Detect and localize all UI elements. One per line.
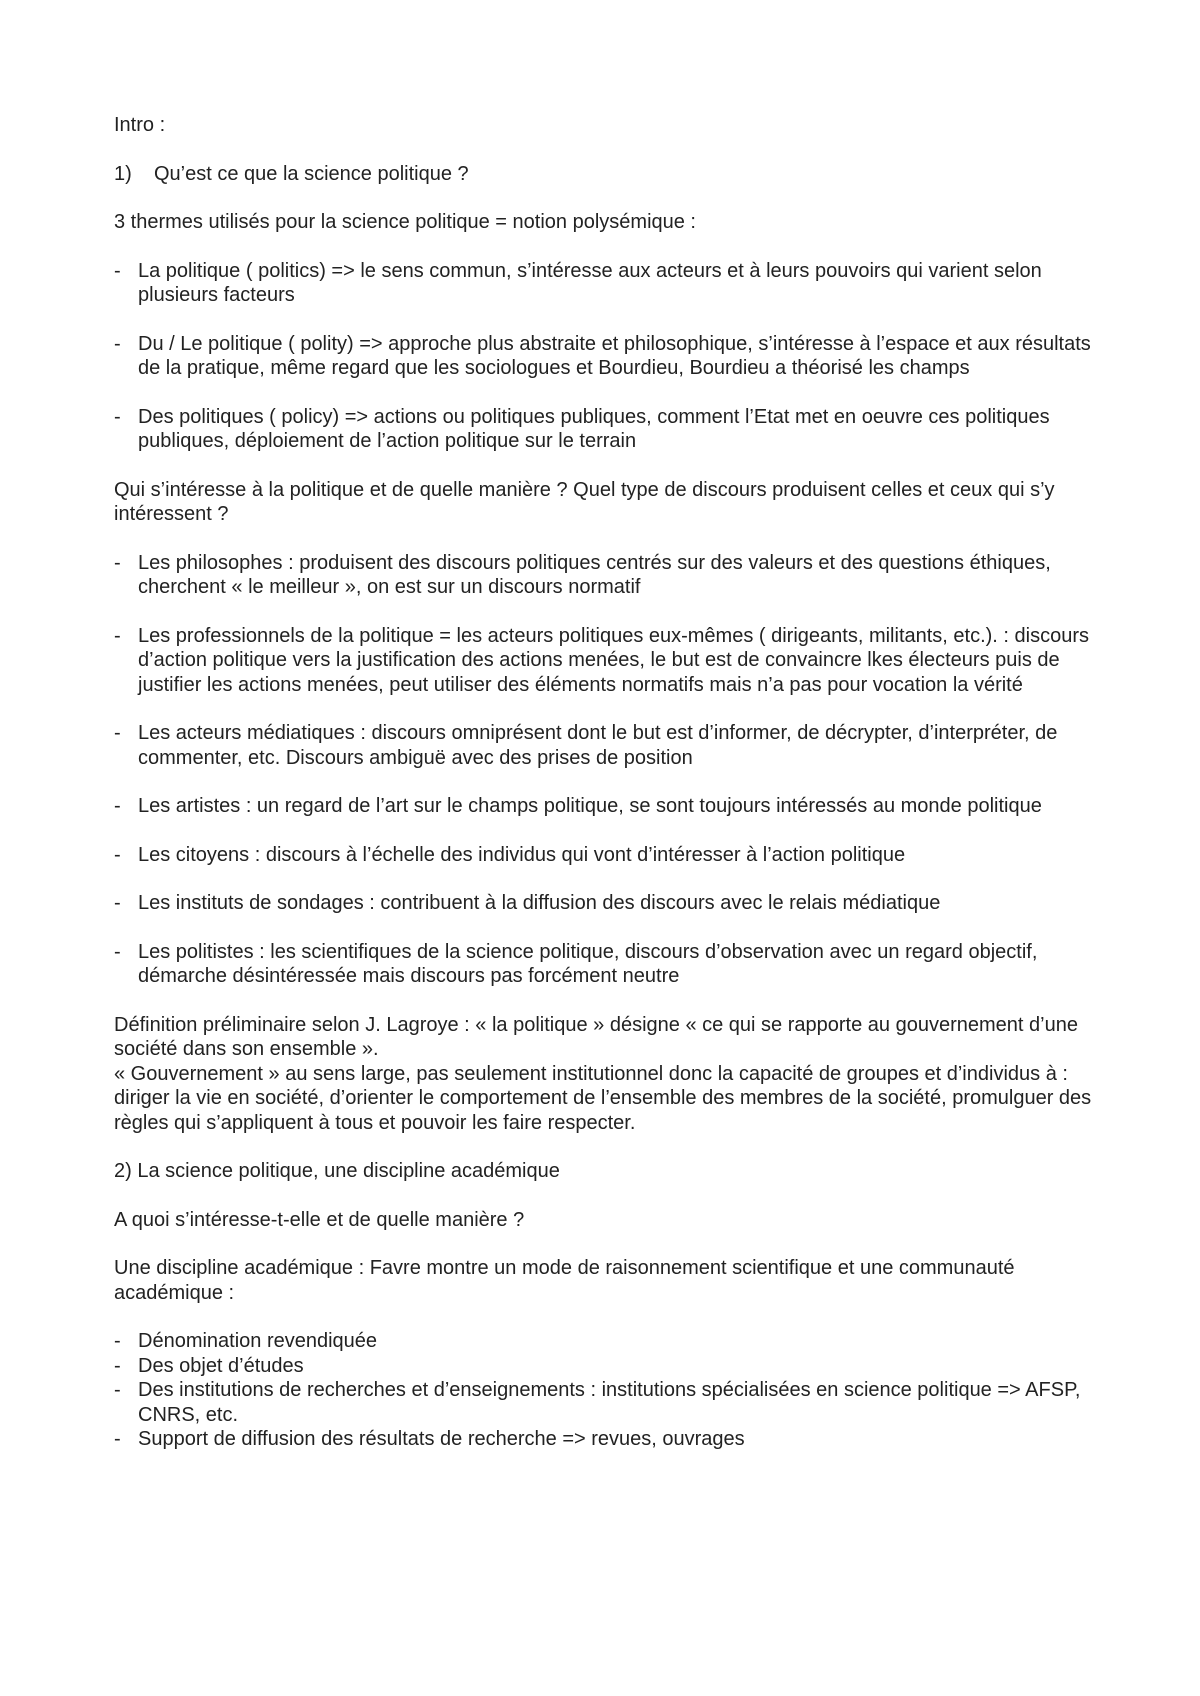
list-item-text: La politique ( politics) => le sens commun, s’intéresse aux acteurs et à leurs pouvoirs qui varient selon plusieurs facteurs xyxy=(138,259,1042,306)
who-paragraph: Qui s’intéresse à la politique et de quelle manière ? Quel type de discours produisent celles et ceux qui s’y intéressent ? xyxy=(114,478,1055,525)
list-item xyxy=(114,624,1104,698)
list-item xyxy=(114,843,1104,868)
list-item-text: Des politiques ( policy) => actions ou politiques publiques, comment l’Etat met en oeuvre ces politiques publiques, déploiement de l’action politique sur le terrain xyxy=(138,405,1050,452)
dash-marker: - xyxy=(114,795,121,817)
intro-heading: Intro : xyxy=(114,114,166,136)
criteria-list xyxy=(114,1329,1104,1452)
list-item-text: Support de diffusion des résultats de recherche => revues, ouvrages xyxy=(138,1428,745,1450)
list-item xyxy=(114,405,1104,454)
list-item-text: Du / Le politique ( polity) => approche plus abstraite et philosophique, s’intéresse à l’espace et aux résultats de la pratique, même regard que les sociologues et Bourdieu, Bourdieu a théorisé les champs xyxy=(138,332,1091,379)
list-item-text: Les politistes : les scientifiques de la science politique, discours d’observation avec un regard objectif, démarche désintéressée mais discours pas forcément neutre xyxy=(138,940,1038,987)
dash-marker: - xyxy=(114,843,121,866)
question-2: A quoi s’intéresse-t-elle et de quelle manière ? xyxy=(114,1208,525,1231)
question-1 xyxy=(114,162,1104,187)
dash-marker: - xyxy=(114,892,121,914)
list-item xyxy=(114,259,1104,308)
dash-marker: - xyxy=(114,940,121,963)
definition-line-2: « Gouvernement » au sens large, pas seulement institutionnel donc la capacité de groupes et d’individus à : diriger la vie en société, d’orienter le comportement de l’ensemble des membres de la société, promulguer des règles qui s’appliquent à tous et pouvoir les faire respecter. xyxy=(114,1062,1092,1134)
list-item xyxy=(114,1329,1104,1354)
dash-marker: - xyxy=(114,1330,121,1352)
list-item-text: Des objet d’études xyxy=(138,1354,304,1377)
list-item-text: Les citoyens : discours à l’échelle des individus qui vont d’intéresser à l’action politique xyxy=(138,843,906,866)
list-item-text: Les artistes : un regard de l’art sur le champs politique, se sont toujours intéressés au monde politique xyxy=(138,795,1042,817)
list-item xyxy=(114,551,1104,600)
list-item-text: Les philosophes : produisent des discours politiques centrés sur des valeurs et des questions éthiques, cherchent « le meilleur », on est sur un discours normatif xyxy=(138,551,1051,598)
list-item-text: Les instituts de sondages : contribuent à la diffusion des discours avec le relais médiatique xyxy=(138,892,941,914)
dash-marker: - xyxy=(114,722,121,744)
dash-marker: - xyxy=(114,1428,121,1450)
list-item xyxy=(114,1354,1104,1379)
dash-marker: - xyxy=(114,332,121,355)
list-item xyxy=(114,721,1104,770)
list-item xyxy=(114,891,1104,916)
question-1-text: Qu’est ce que la science politique ? xyxy=(154,162,469,185)
terms-paragraph: 3 thermes utilisés pour la science politique = notion polysémique : xyxy=(114,211,696,233)
dash-marker: - xyxy=(114,1354,121,1377)
terms-list xyxy=(114,259,1104,454)
list-item xyxy=(114,1427,1104,1452)
list-item xyxy=(114,940,1104,989)
list-item xyxy=(114,332,1104,381)
dash-marker: - xyxy=(114,405,121,428)
question-1-number: 1) xyxy=(114,162,132,185)
dash-marker: - xyxy=(114,624,121,647)
list-item-text: Des institutions de recherches et d’enseignements : institutions spécialisées en science politique => AFSP, CNRS, etc. xyxy=(138,1379,1081,1426)
definition-block xyxy=(114,1013,1104,1136)
list-item xyxy=(114,1378,1104,1427)
dash-marker: - xyxy=(114,551,121,574)
definition-line-1: Définition préliminaire selon J. Lagroye : « la politique » désigne « ce qui se rapporte au gouvernement d’une société dans son ensemble ». xyxy=(114,1013,1078,1060)
list-item-text: Dénomination revendiquée xyxy=(138,1330,378,1352)
list-item xyxy=(114,794,1104,819)
dash-marker: - xyxy=(114,1379,121,1401)
list-item-text: Les professionnels de la politique = les acteurs politiques eux-mêmes ( dirigeants, militants, etc.). : discours d’action politique vers la justification des actions menées, le but est de convaincre lkes électeurs puis de justifier les actions menées, peut utiliser des éléments normatifs mais n’a pas pour vocation la vérité xyxy=(138,624,1090,696)
document-body xyxy=(114,113,1104,1452)
list-item-text: Les acteurs médiatiques : discours omniprésent dont le but est d’informer, de décrypter, d’interpréter, de commenter, etc. Discours ambiguë avec des prises de position xyxy=(138,722,1058,769)
discipline-paragraph: Une discipline académique : Favre montre un mode de raisonnement scientifique et une communauté académique : xyxy=(114,1257,1015,1304)
actors-list xyxy=(114,551,1104,989)
section-2-heading: 2) La science politique, une discipline académique xyxy=(114,1160,560,1182)
dash-marker: - xyxy=(114,259,121,282)
